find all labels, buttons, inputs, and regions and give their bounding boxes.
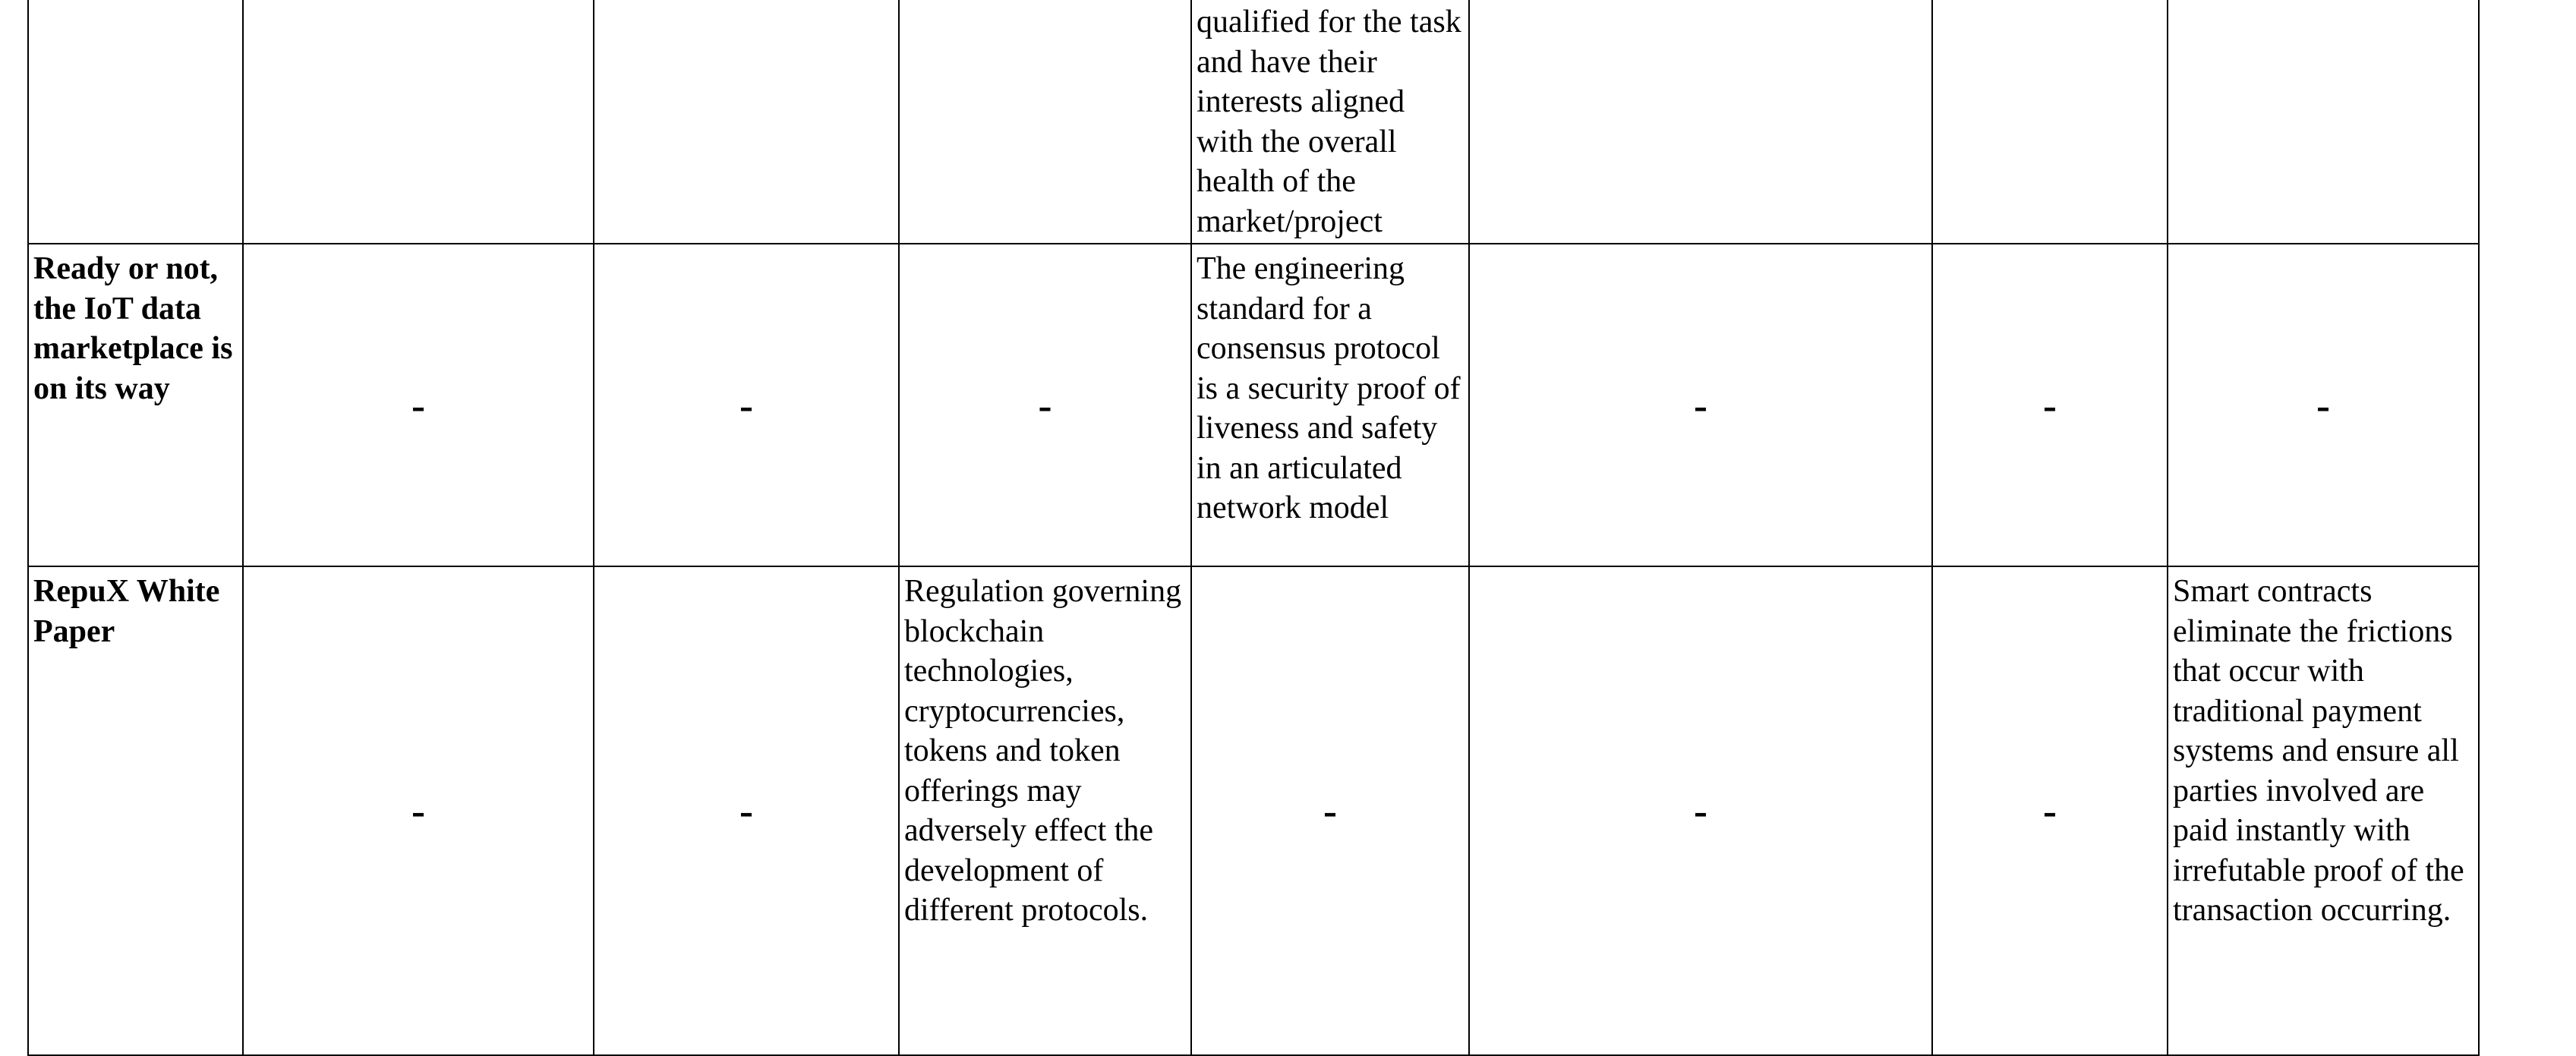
- empty-dash: -: [243, 566, 594, 1055]
- table-cell: Smart contracts eliminate the frictions that occur with traditional payment systems and ensure all parties involved are paid instantly with irrefutable proof of the transaction occurring.: [2168, 566, 2479, 1055]
- table-cell: [1469, 0, 1932, 244]
- table-cell: The engineering standard for a consensus protocol is a security proof of liveness and safety in an articulated network model: [1191, 244, 1469, 566]
- comparison-table-container: [27, 0, 2480, 1056]
- table-cell: qualified for the task and have their interests aligned with the overall health of the market/project: [1191, 0, 1469, 244]
- empty-dash: -: [243, 244, 594, 566]
- table-cell: [28, 0, 243, 244]
- row-title: RepuX White Paper: [28, 566, 243, 1055]
- row-title: Ready or not, the IoT data marketplace is on its way: [28, 244, 243, 566]
- table-cell: Regulation governing blockchain technologies, cryptocurrencies, tokens and token offerings may adversely effect the development of different protocols.: [899, 566, 1191, 1055]
- table-cell: [899, 0, 1191, 244]
- table-row: [28, 0, 2479, 244]
- empty-dash: -: [2168, 244, 2479, 566]
- empty-dash: -: [1469, 244, 1932, 566]
- table-cell: [2168, 0, 2479, 244]
- empty-dash: -: [1932, 244, 2168, 566]
- table-row: [28, 244, 2479, 566]
- empty-dash: -: [594, 566, 899, 1055]
- table-cell: [594, 0, 899, 244]
- empty-dash: -: [594, 244, 899, 566]
- table-row: [28, 566, 2479, 1055]
- comparison-table: [27, 0, 2480, 1056]
- table-cell: [243, 0, 594, 244]
- empty-dash: -: [899, 244, 1191, 566]
- empty-dash: -: [1469, 566, 1932, 1055]
- empty-dash: -: [1932, 566, 2168, 1055]
- empty-dash: -: [1191, 566, 1469, 1055]
- table-cell: [1932, 0, 2168, 244]
